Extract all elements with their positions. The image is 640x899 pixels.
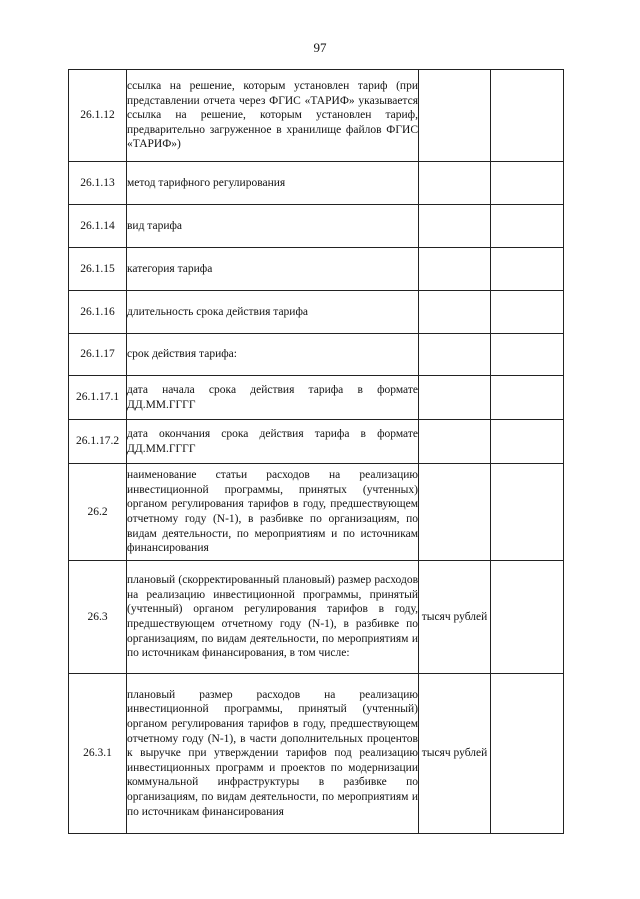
row-unit	[419, 420, 491, 464]
row-number: 26.1.13	[69, 162, 127, 205]
row-value	[491, 561, 564, 674]
row-description: категория тарифа	[127, 248, 419, 291]
row-description: метод тарифного регулирования	[127, 162, 419, 205]
row-unit: тысяч рублей	[419, 561, 491, 674]
row-unit	[419, 70, 491, 162]
row-number: 26.3.1	[69, 674, 127, 834]
row-value	[491, 291, 564, 334]
row-unit	[419, 205, 491, 248]
row-description: длительность срока действия тарифа	[127, 291, 419, 334]
row-description: вид тарифа	[127, 205, 419, 248]
row-description: дата начала срока действия тарифа в формате ДД.ММ.ГГГГ	[127, 376, 419, 420]
row-value	[491, 334, 564, 376]
table-row	[69, 376, 564, 420]
row-value	[491, 376, 564, 420]
row-number: 26.1.17	[69, 334, 127, 376]
table-row	[69, 291, 564, 334]
row-description: дата окончания срока действия тарифа в формате ДД.ММ.ГГГГ	[127, 420, 419, 464]
table-row	[69, 334, 564, 376]
row-unit	[419, 376, 491, 420]
row-value	[491, 162, 564, 205]
table-row	[69, 420, 564, 464]
row-description: срок действия тарифа:	[127, 334, 419, 376]
row-description: плановый размер расходов на реализацию инвестиционной программы, принятый (учтенный) органом регулирования тарифов в году, предшествующем отчетному году (N-1), в части дополнительных процентов к выручке при утверждении тарифов под реализацию инвестиционных программ и проектов по модернизации коммунальной инфраструктуры в разбивке по организациям, по видам деятельности, по мероприятиям и по источникам финансирования	[127, 674, 419, 834]
page-number: 97	[313, 40, 327, 55]
row-value	[491, 205, 564, 248]
row-number: 26.2	[69, 464, 127, 561]
row-description: ссылка на решение, которым установлен тариф (при представлении отчета через ФГИС «ТАРИФ» указывается ссылка на решение, которым установлен тариф, предварительно загруженное в хранилище файлов ФГИС «ТАРИФ»)	[127, 70, 419, 162]
row-unit	[419, 291, 491, 334]
row-number: 26.1.15	[69, 248, 127, 291]
row-unit	[419, 334, 491, 376]
row-value	[491, 464, 564, 561]
row-value	[491, 674, 564, 834]
row-number: 26.1.16	[69, 291, 127, 334]
table-row	[69, 464, 564, 561]
row-unit: тысяч рублей	[419, 674, 491, 834]
row-value	[491, 70, 564, 162]
row-unit	[419, 248, 491, 291]
row-number: 26.1.14	[69, 205, 127, 248]
row-description: плановый (скорректированный плановый) размер расходов на реализацию инвестиционной программы, принятый (учтенный) органом регулирования тарифов в году, предшествующем отчетному году (N-1), в разбивке по организациям, по видам деятельности, по мероприятиям и по источникам финансирования, в том числе:	[127, 561, 419, 674]
row-value	[491, 420, 564, 464]
row-number: 26.3	[69, 561, 127, 674]
data-table	[68, 69, 564, 834]
table-row	[69, 70, 564, 162]
row-unit	[419, 162, 491, 205]
row-number: 26.1.17.1	[69, 376, 127, 420]
row-description: наименование статьи расходов на реализацию инвестиционной программы, принятых (учтенных) органом регулирования тарифов в году, предшествующем отчетному году (N-1), в разбивке по организациям, по видам деятельности, по мероприятиям и по источникам финансирования	[127, 464, 419, 561]
table-row	[69, 674, 564, 834]
row-unit	[419, 464, 491, 561]
table-row	[69, 248, 564, 291]
table-row	[69, 162, 564, 205]
row-number: 26.1.12	[69, 70, 127, 162]
row-number: 26.1.17.2	[69, 420, 127, 464]
row-value	[491, 248, 564, 291]
table-row	[69, 561, 564, 674]
table-row	[69, 205, 564, 248]
